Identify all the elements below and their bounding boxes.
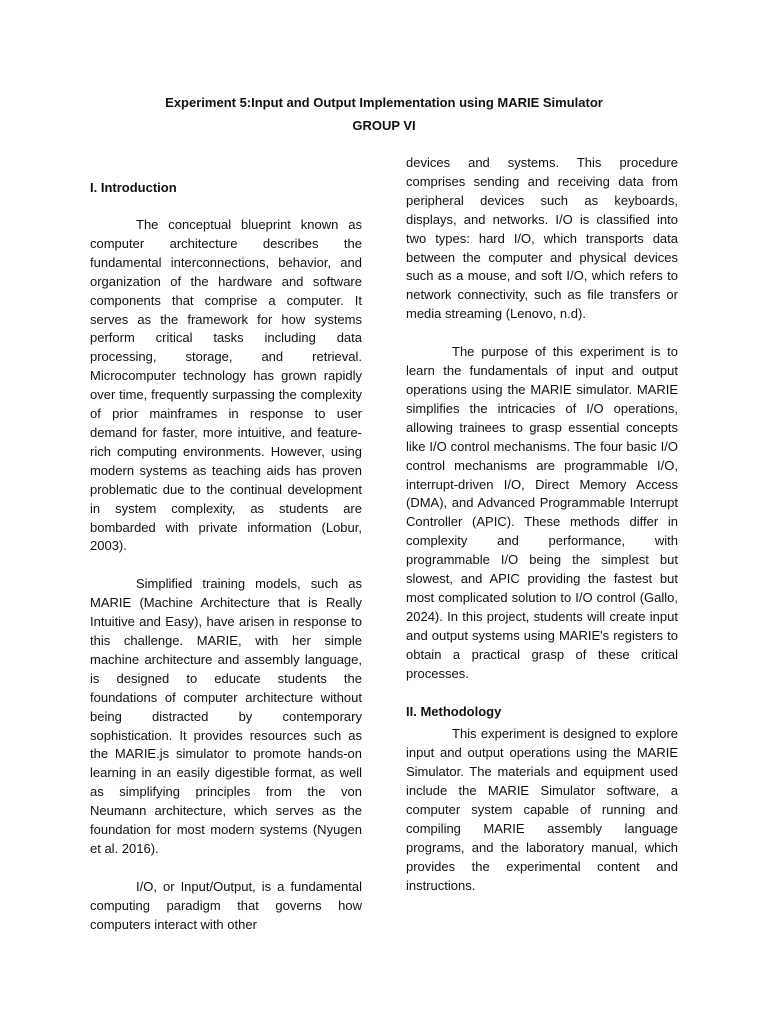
methodology-paragraph: This experiment is designed to explore input and output operations using the MARIE Simulator. The materials and equipment used include the MARIE Simulator software, a computer system capable of running and compiling MARIE assembly language programs, and the laboratory manual, which provides the experimental content and instructions.: [406, 726, 678, 893]
introduction-paragraph-3-start: I/O, or Input/Output, is a fundamental computing paradigm that governs how computers interact with other: [90, 878, 362, 932]
introduction-paragraph-3-end: devices and systems. This procedure comprises sending and receiving data from peripheral devices such as keyboards, displays, and networks. I/O is classified into two types: hard I/O, which transports data between the computer and physical devices such as a mouse, and soft I/O, which refers to network connectivity, such as file transfers or media streaming (Lenovo, n.d).: [406, 155, 678, 322]
introduction-paragraph-1: The conceptual blueprint known as computer architecture describes the fundamental interconnections, behavior, and organization of the hardware and software components that comprise a computer. It serves as the framework for how systems perform critical tasks including data processing, storage, and retrieval. Microcomputer technology has grown rapidly over time, frequently surpassing the complexity of prior mainframes in response to user demand for faster, more intuitive, and feature-rich computing environments. However, using modern systems as teaching aids has proven problematic due to the continual development in system complexity, as students are bombarded with private information (Lobur, 2003).: [90, 217, 362, 554]
group-label: GROUP VI: [352, 118, 416, 133]
left-column: [90, 178, 362, 935]
document-title: Experiment 5:Input and Output Implementation using MARIE Simulator: [165, 95, 603, 110]
introduction-paragraph-4: The purpose of this experiment is to learn the fundamentals of input and output operations using the MARIE simulator. MARIE simplifies the intricacies of I/O operations, allowing trainees to grasp essential concepts like I/O control mechanisms. The four basic I/O control mechanisms are programmable I/O, interrupt-driven I/O, Direct Memory Access (DMA), and Advanced Programmable Interrupt Controller (APIC). These methods differ in complexity and performance, with programmable I/O being the simplest but slowest, and APIC providing the fastest but most complicated solution to I/O control (Gallo, 2024). In this project, students will create input and output systems using MARIE's registers to obtain a practical grasp of these critical processes.: [406, 344, 678, 681]
right-column: [406, 154, 678, 896]
methodology-heading: II. Methodology: [406, 704, 502, 720]
introduction-paragraph-2: Simplified training models, such as MARIE (Machine Architecture that is Really Intuitive and Easy), have arisen in response to this challenge. MARIE, with her simple machine architecture and assembly language, is designed to educate students the foundations of computer architecture without being distracted by contemporary sophistication. It provides resources such as the MARIE.js simulator to promote hands-on learning in an easily digestible format, as well as simplifying principles from the von Neumann architecture, which serves as the foundation for most modern systems (Nyugen et al. 2016).: [90, 576, 362, 856]
introduction-heading: I. Introduction: [90, 180, 177, 195]
